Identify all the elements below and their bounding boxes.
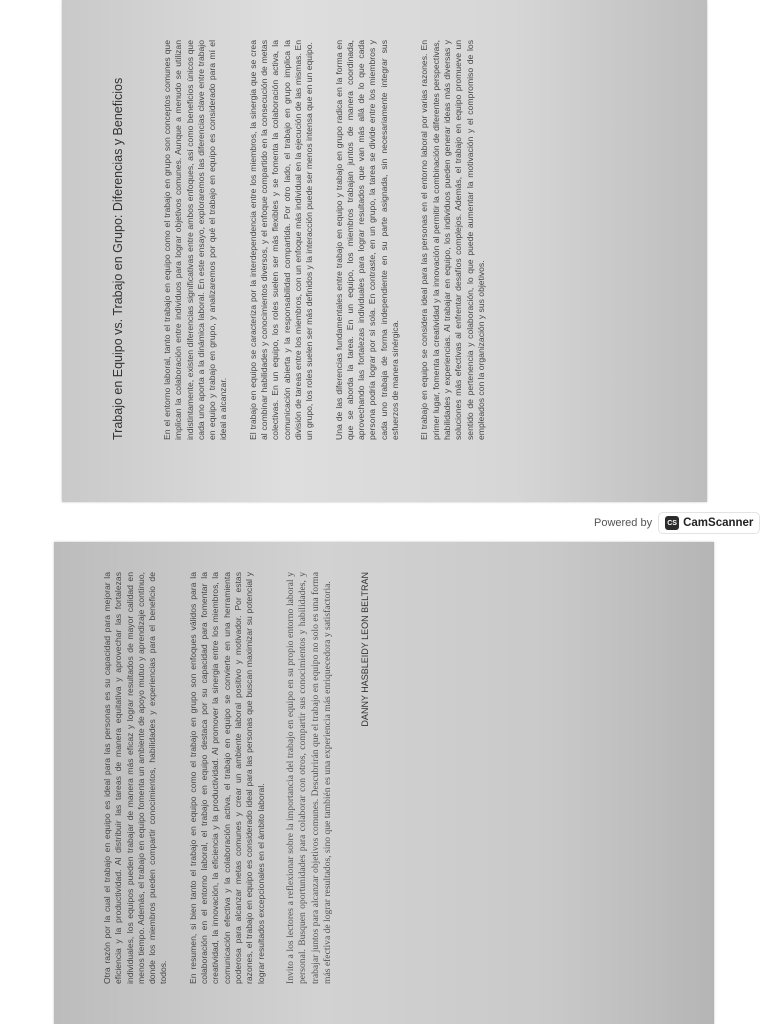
camscanner-brand — [658, 512, 760, 534]
paragraph-efficiency: Otra razón por la cual el trabajo en equipo es ideal para las personas es su capacidad para mejorar la eficiencia y la productividad. Al distribuir las tareas de manera equitativa y aprovechar las fortalezas individuales, los equipos pueden trabajar de manera más eficaz y lograr resultados de mayor calidad en menos tiempo. Además, el trabajo en equipo fomenta un ambiente de apoyo mutuo y aprendizaje continuo, donde los miembros pueden compartir conocimientos, habilidades y experiencias para el beneficio de todos. — [102, 572, 169, 984]
paragraph-benefits: El trabajo en equipo se considera ideal para las personas en el entorno laboral por varias razones. En primer lugar, fomenta la creatividad y la innovación al permitir la combinación de diferentes perspectivas, habilidades y experiencias. Al trabajar en equipo, los individuos pueden generar ideas más diversas y soluciones más efectivas al enfrentar desafíos complejos. Además, el trabajo en equipo promueve un sentido de pertenencia y colaboración, lo que puede aumentar la motivación y el compromiso de los empleados con la organización y sus objetivos. — [419, 40, 486, 440]
author-name: DANNY HASBLEIDY LEON BELTRAN — [360, 572, 371, 727]
document-page-bottom — [54, 542, 714, 1024]
paragraph-closing: Invito a los lectores a reflexionar sobre la importancia del trabajo en equipo en su propio entorno laboral y personal. Busquen oportunidades para colaborar con otros, compartir sus conocimientos y habilidades, y trabajar juntos para alcanzar objetivos comunes. Descubrirán que el trabajo en equipo no solo es una forma más efectiva de lograr resultados, sino que también es una experiencia más enriquecedora y satisfactoria. — [284, 572, 334, 984]
page-top-content — [62, 0, 707, 502]
paragraph-differences: Una de las diferencias fundamentales entre trabajo en equipo y trabajo en grupo radica en la forma en que se aborda la tarea. En un equipo, los miembros trabajan juntos de manera coordinada, aprovechando las fortalezas individuales para lograr resultados que van más allá de lo que cada persona podría lograr por sí sola. En contraste, en un grupo, la tarea se divide entre los miembros y cada uno trabaja de forma independiente en su parte asignada, sin necesariamente integrar sus esfuerzos de manera sinérgica. — [333, 40, 401, 440]
camscanner-name: CamScanner — [683, 517, 754, 529]
camscanner-logo-icon: CS — [665, 516, 679, 530]
paragraph-summary: En resumen, si bien tanto el trabajo en equipo como el trabajo en grupo son enfoques válidos para la colaboración en el entorno laboral, el trabajo en equipo destaca por su capacidad para fomentar la creatividad, la innovación, la eficiencia y la productividad. Al promover la sinergia entre los miembros, la comunicación efectiva y la colaboración activa, el trabajo en equipo se convierte en una herramienta poderosa para alcanzar metas comunes y crear un ambiente laboral positivo y motivador. Por estas razones, el trabajo en equipo es considerado ideal para las personas que buscan maximizar su potencial y lograr resultados excepcionales en el ámbito laboral. — [187, 572, 266, 984]
document-page-top — [62, 0, 707, 502]
powered-by-label: Powered by — [594, 517, 653, 529]
paragraph-intro: En el entorno laboral, tanto el trabajo en equipo como el trabajo en grupo son conceptos comunes que implican la colaboración entre individuos para lograr objetivos comunes. Aunque a menudo se utilizan indistintamente, existen diferencias significativas entre ambos enfoques, así como beneficios únicos que cada uno aporta a la dinámica laboral. En este ensayo, exploraremos las diferencias clave entre trabajo en equipo y trabajo en grupo, y analizaremos por qué el trabajo en equipo es considerado para mí el ideal a alcanzar. — [162, 40, 229, 440]
camscanner-watermark — [594, 510, 760, 536]
document-title: Trabajo en Equipo vs. Trabajo en Grupo: Diferencias y Beneficios — [111, 77, 125, 440]
paragraph-characteristics: El trabajo en equipo se caracteriza por la interdependencia entre los miembros, la sinergia que se crea al combinar habilidades y conocimientos diversos, y el enfoque compartido en la consecución de metas colectivas. En un equipo, los roles suelen ser más flexibles y se fomenta la colaboración activa, la comunicación abierta y la responsabilidad compartida. Por otro lado, el trabajo en grupo implica la división de tareas entre los miembros, con un enfoque más individual en la ejecución de las mismas. En un grupo, los roles suelen ser más definidos y la interacción puede ser menos intensa que en un equipo. — [247, 40, 315, 440]
page-bottom-content — [54, 542, 714, 1024]
